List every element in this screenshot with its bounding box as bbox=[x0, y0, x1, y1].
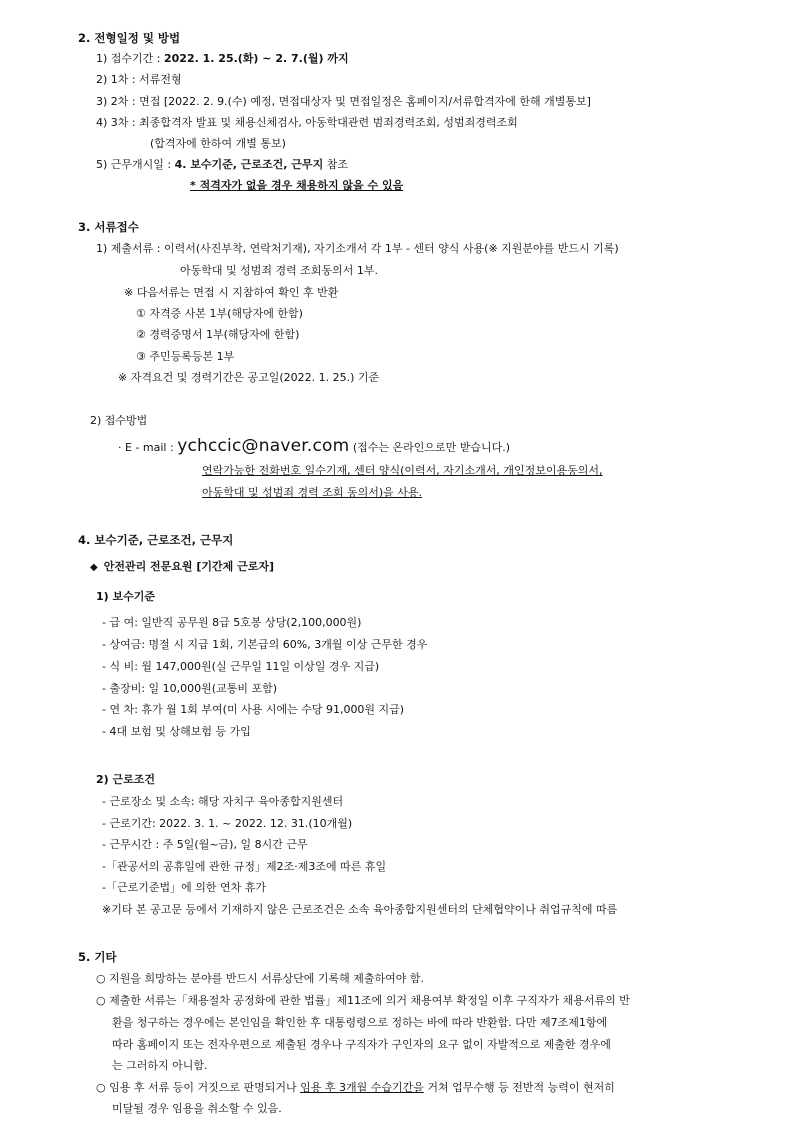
condition-item: -「관공서의 공휴일에 관한 규정」제2조·제3조에 따른 휴일 bbox=[102, 860, 387, 873]
etc-item-2-cont: 환을 청구하는 경우에는 본인임을 확인한 후 대통령령으로 정하는 바에 따라 반환함. 다만 제7조제1항에 bbox=[112, 1016, 608, 1029]
conditions-title: 2) 근로조건 bbox=[96, 773, 156, 786]
condition-item: - 근로장소 및 소속: 해당 자치구 육아종합지원센터 bbox=[102, 795, 344, 808]
doc-item-1: ① 자격증 사본 1부(해당자에 한함) bbox=[136, 307, 303, 320]
pay-title: 1) 보수기준 bbox=[96, 590, 156, 603]
etc-item-2-cont: 는 그러하지 아니함. bbox=[112, 1059, 208, 1072]
doc-item-2: ② 경력증명서 1부(해당자에 한함) bbox=[136, 328, 300, 341]
application-period-label: 1) 접수기간 : bbox=[96, 52, 164, 65]
email-address[interactable]: ychccic@naver.com bbox=[177, 436, 350, 456]
eligibility-note: ※ 자격요건 및 경력기간은 공고일(2022. 1. 25.) 기준 bbox=[118, 371, 380, 384]
probation-period: 임용 후 3개월 수습기간을 bbox=[300, 1081, 424, 1094]
etc-item-1: ○ 지원을 희망하는 분야를 반드시 서류상단에 기록해 제출하여야 함. bbox=[96, 972, 424, 985]
section-2-title: 2. 전형일정 및 방법 bbox=[78, 31, 181, 45]
stage-3-note: (합격자에 한하여 개별 통보) bbox=[150, 137, 286, 150]
pay-item: - 4대 보험 및 상해보험 등 가입 bbox=[102, 725, 251, 738]
pay-item: - 상여금: 명절 시 지급 1회, 기본급의 60%, 3개월 이상 근무한 경우 bbox=[102, 638, 428, 651]
email-requirement-2: 아동학대 및 성범죄 경력 조회 동의서)을 사용. bbox=[202, 486, 423, 499]
email-requirement-1: 연락가능한 전화번호 일수기재, 센터 양식(이력서, 자기소개서, 개인정보이용동의서, bbox=[202, 464, 603, 477]
work-start bbox=[96, 158, 348, 172]
application-period-value: 2022. 1. 25.(화) ~ 2. 7.(월) 까지 bbox=[164, 52, 349, 65]
work-start-ref: 4. 보수기준, 근로조건, 근무지 bbox=[174, 158, 324, 171]
required-documents-cont: 아동학대 및 성범죄 경력 조회동의서 1부. bbox=[180, 264, 378, 277]
condition-item: - 근무시간 : 주 5일(월~금), 일 8시간 근무 bbox=[102, 838, 308, 851]
diamond-bullet-icon: ◆ bbox=[90, 562, 98, 573]
condition-item: - 근로기간: 2022. 3. 1. ~ 2022. 12. 31.(10개월) bbox=[102, 817, 353, 830]
required-documents: 1) 제출서류 : 이력서(사진부착, 연락처기재), 자기소개서 각 1부 - 센터 양식 사용(※ 지원분야를 반드시 기록) bbox=[96, 242, 619, 255]
pay-item: - 출장비: 일 10,000원(교통비 포함) bbox=[102, 682, 277, 695]
interview-docs-note: ※ 다음서류는 면접 시 지참하여 확인 후 반환 bbox=[124, 286, 339, 299]
work-start-suffix: 참조 bbox=[323, 158, 348, 171]
position-heading bbox=[90, 560, 274, 575]
etc-item-3-post: 거쳐 업무수행 등 전반적 능력이 현저히 bbox=[423, 1081, 615, 1094]
no-hire-notice: * 적격자가 없을 경우 채용하지 않을 수 있음 bbox=[190, 179, 404, 192]
pay-item: - 식 비: 월 147,000원(실 근무일 11일 이상일 경우 지급) bbox=[102, 660, 380, 673]
stage-3: 4) 3차 : 최종합격자 발표 및 채용신체검사, 아동학대관련 범죄경력조회, 성범죄경력조회 bbox=[96, 116, 518, 129]
doc-item-3: ③ 주민등록등본 1부 bbox=[136, 350, 235, 363]
stage-1: 2) 1차 : 서류전형 bbox=[96, 73, 182, 86]
application-period bbox=[96, 52, 349, 66]
position-name: 안전관리 전문요원 [기간제 근로자] bbox=[103, 560, 275, 573]
etc-item-2: ○ 제출한 서류는「채용절차 공정화에 관한 법률」제11조에 의거 채용여부 확정일 이후 구직자가 채용서류의 반 bbox=[96, 994, 630, 1007]
email-line bbox=[118, 436, 510, 458]
etc-item-3 bbox=[96, 1081, 615, 1095]
etc-item-2-cont: 따라 홈페이지 또는 전자우편으로 제출된 경우나 구직자가 구인자의 요구 없이 자발적으로 제출한 경우에 bbox=[112, 1038, 611, 1051]
submission-method-title: 2) 접수방법 bbox=[90, 414, 148, 427]
work-start-label: 5) 근무개시일 : bbox=[96, 158, 175, 171]
stage-2: 3) 2차 : 면접 [2022. 2. 9.(수) 예정, 면접대상자 및 면접일정은 홈페이지/서류합격자에 한해 개별통보] bbox=[96, 95, 591, 108]
section-3-title: 3. 서류접수 bbox=[78, 220, 139, 234]
pay-item: - 급 여: 일반직 공무원 8급 5호봉 상당(2,100,000원) bbox=[102, 616, 362, 629]
section-4-title: 4. 보수기준, 근로조건, 근무지 bbox=[78, 533, 234, 547]
condition-item: -「근로기준법」에 의한 연차 휴가 bbox=[102, 881, 266, 894]
etc-item-3-cont: 미달될 경우 임용을 취소할 수 있음. bbox=[112, 1102, 282, 1115]
etc-item-3-pre: ○ 임용 후 서류 등이 거짓으로 판명되거나 bbox=[96, 1081, 301, 1094]
email-note: (접수는 온라인으로만 받습니다.) bbox=[349, 441, 511, 454]
email-label: · E - mail : bbox=[118, 441, 178, 454]
conditions-note: ※기타 본 공고문 등에서 기재하지 않은 근로조건은 소속 육아종합지원센터의 단체협약이나 취업규칙에 따름 bbox=[102, 903, 618, 916]
pay-item: - 연 차: 휴가 월 1회 부여(미 사용 시에는 수당 91,000원 지급) bbox=[102, 703, 405, 716]
section-5-title: 5. 기타 bbox=[78, 950, 117, 964]
